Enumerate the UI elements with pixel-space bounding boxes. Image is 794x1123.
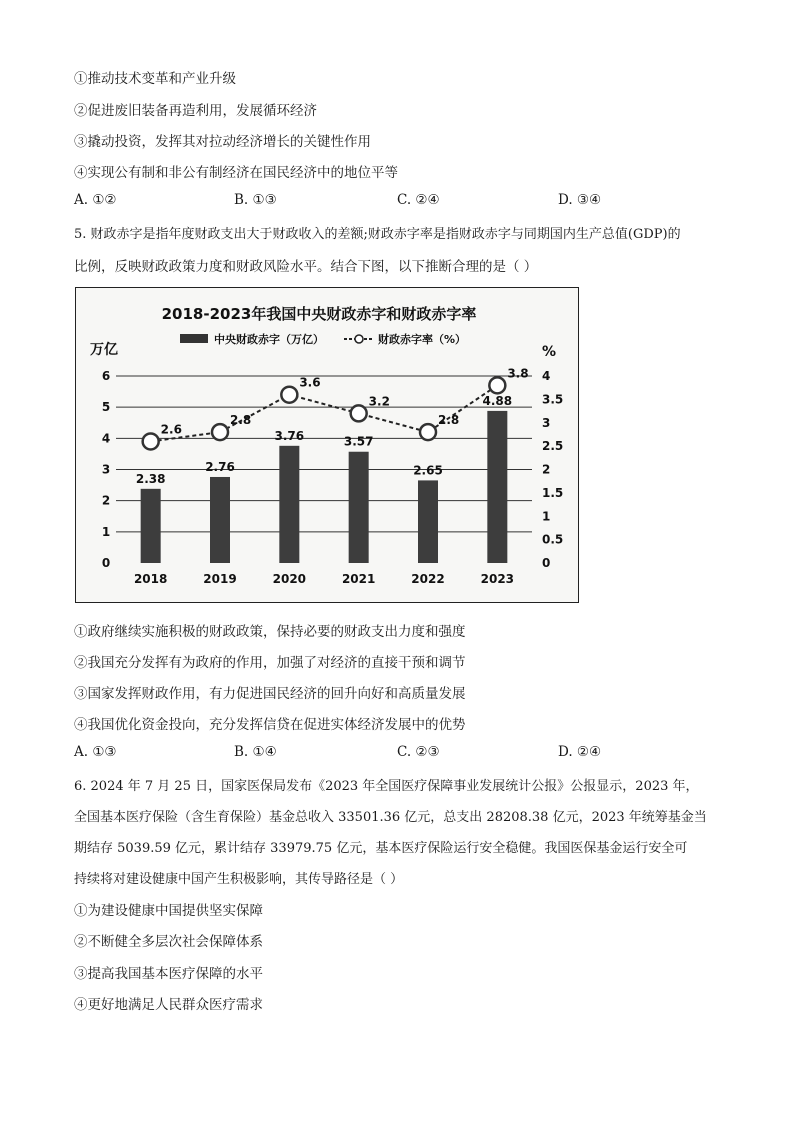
chart-svg: [76, 288, 578, 602]
q5-item-2: ②我国充分发挥有为政府的作用，加强了对经济的直接干预和调节: [74, 655, 466, 671]
y-left-tick-label: 1: [101, 524, 111, 539]
y-right-tick-label: 1.5: [542, 485, 564, 500]
y-left-tick-label: 2: [101, 493, 111, 508]
bar: [279, 446, 299, 563]
legend-marker-swatch: [355, 335, 363, 343]
q5-item-1: ①政府继续实施积极的财政政策，保持必要的财政支出力度和强度: [74, 624, 466, 640]
q4-option-a: A. ①②: [74, 192, 117, 208]
chart-title: 2018-2023年我国中央财政赤字和财政赤字率: [161, 305, 477, 323]
rate-value-label: 3.2: [368, 394, 390, 409]
legend-bar-label: 中央财政赤字（万亿）: [214, 333, 324, 346]
bar-value-label: 2.76: [205, 459, 235, 474]
y-right-axis-label: %: [542, 344, 557, 360]
x-tick-label: 2019: [203, 572, 237, 586]
x-tick-label: 2022: [411, 572, 445, 586]
q5-item-3: ③国家发挥财政作用，有力促进国民经济的回升向好和高质量发展: [74, 686, 466, 702]
q6-item-1: ①为建设健康中国提供坚实保障: [74, 903, 263, 919]
rate-point: [281, 387, 297, 403]
y-left-tick-label: 3: [101, 462, 111, 477]
bar-value-label: 2.65: [413, 463, 443, 478]
q4-item-1: ①推动技术变革和产业升级: [74, 71, 236, 87]
legend-line-label: 财政赤字率（%）: [378, 333, 467, 346]
rate-point: [351, 405, 367, 421]
y-left-axis-label: 万亿: [90, 342, 118, 358]
q5-stem-line-1: 5. 财政赤字是指年度财政支出大于财政收入的差额;财政赤字率是指财政赤字与同期国内生产总值(GDP)的: [74, 227, 681, 242]
q4-option-b: B. ①③: [234, 192, 277, 208]
q4-item-2: ②促进废旧装备再造利用，发展循环经济: [74, 103, 317, 119]
y-left-tick-label: 5: [101, 400, 111, 415]
y-left-tick-label: 6: [101, 369, 111, 383]
y-right-tick-label: 4: [542, 369, 551, 383]
q4-option-d: D. ③④: [558, 192, 602, 208]
y-right-tick-label: 0: [542, 556, 551, 570]
bar-value-label: 4.88: [482, 393, 513, 408]
q6-item-3: ③提高我国基本医疗保障的水平: [74, 966, 263, 982]
legend-bar-swatch: [180, 334, 208, 343]
y-right-tick-label: 3: [542, 415, 551, 430]
x-tick-label: 2023: [480, 572, 515, 586]
y-right-tick-label: 2: [542, 462, 551, 477]
rate-point: [420, 424, 436, 440]
rate-point: [143, 433, 159, 449]
y-right-tick-label: 0.5: [542, 532, 564, 547]
bar: [418, 480, 438, 563]
bar-value-label: 2.38: [135, 471, 166, 486]
q6-stem-line-2: 全国基本医疗保险（含生育保险）基金总收入 33501.36 亿元，总支出 28208.38 亿元，2023 年统筹基金当: [74, 810, 707, 825]
q4-item-4: ④实现公有制和非公有制经济在国民经济中的地位平等: [74, 165, 398, 181]
q6-item-4: ④更好地满足人民群众医疗需求: [74, 997, 263, 1013]
bar: [349, 452, 369, 563]
q5-option-a: A. ①③: [74, 744, 117, 760]
y-right-tick-label: 3.5: [542, 392, 564, 407]
q6-stem-line-1: 6. 2024 年 7 月 25 日，国家医保局发布《2023 年全国医疗保障事业发展统计公报》公报显示，2023 年，: [74, 779, 699, 794]
rate-value-label: 2.6: [160, 422, 182, 437]
q5-option-d: D. ②④: [558, 744, 602, 760]
q4-item-3: ③撬动投资，发挥其对拉动经济增长的关键性作用: [74, 134, 371, 150]
y-left-tick-label: 0: [101, 556, 111, 570]
rate-point: [212, 424, 228, 440]
q6-stem-line-4: 持续将对建设健康中国产生积极影响，其传导路径是（ ）: [74, 872, 404, 887]
q4-option-c: C. ②④: [397, 192, 440, 208]
q5-stem-line-2: 比例，反映财政政策力度和财政风险水平。结合下图，以下推断合理的是（ ）: [74, 259, 538, 275]
bar-value-label: 3.57: [343, 434, 374, 449]
rate-value-label: 3.6: [299, 375, 321, 390]
q5-item-4: ④我国优化资金投向，充分发挥信贷在促进实体经济发展中的优势: [74, 717, 466, 733]
q6-stem-line-3: 期结存 5039.59 亿元，累计结存 33979.75 亿元，基本医疗保险运行安全稳健。我国医保基金运行安全可: [74, 841, 688, 856]
bar-value-label: 3.76: [274, 428, 305, 443]
y-right-tick-label: 2.5: [542, 439, 564, 454]
rate-value-label: 2.8: [438, 413, 460, 428]
rate-value-label: 3.8: [507, 366, 529, 381]
bar: [141, 489, 161, 563]
x-tick-label: 2021: [341, 572, 376, 586]
deficit-chart: [75, 287, 579, 603]
x-tick-label: 2018: [133, 572, 168, 586]
x-tick-label: 2020: [272, 572, 307, 586]
rate-point: [489, 377, 505, 393]
y-right-tick-label: 1: [542, 509, 551, 524]
bar: [210, 477, 230, 563]
q5-option-b: B. ①④: [234, 744, 277, 760]
q5-option-c: C. ②③: [397, 744, 440, 760]
rate-value-label: 2.8: [230, 413, 252, 428]
y-left-tick-label: 4: [101, 431, 111, 446]
bar: [487, 411, 507, 563]
q6-item-2: ②不断健全多层次社会保障体系: [74, 934, 263, 950]
